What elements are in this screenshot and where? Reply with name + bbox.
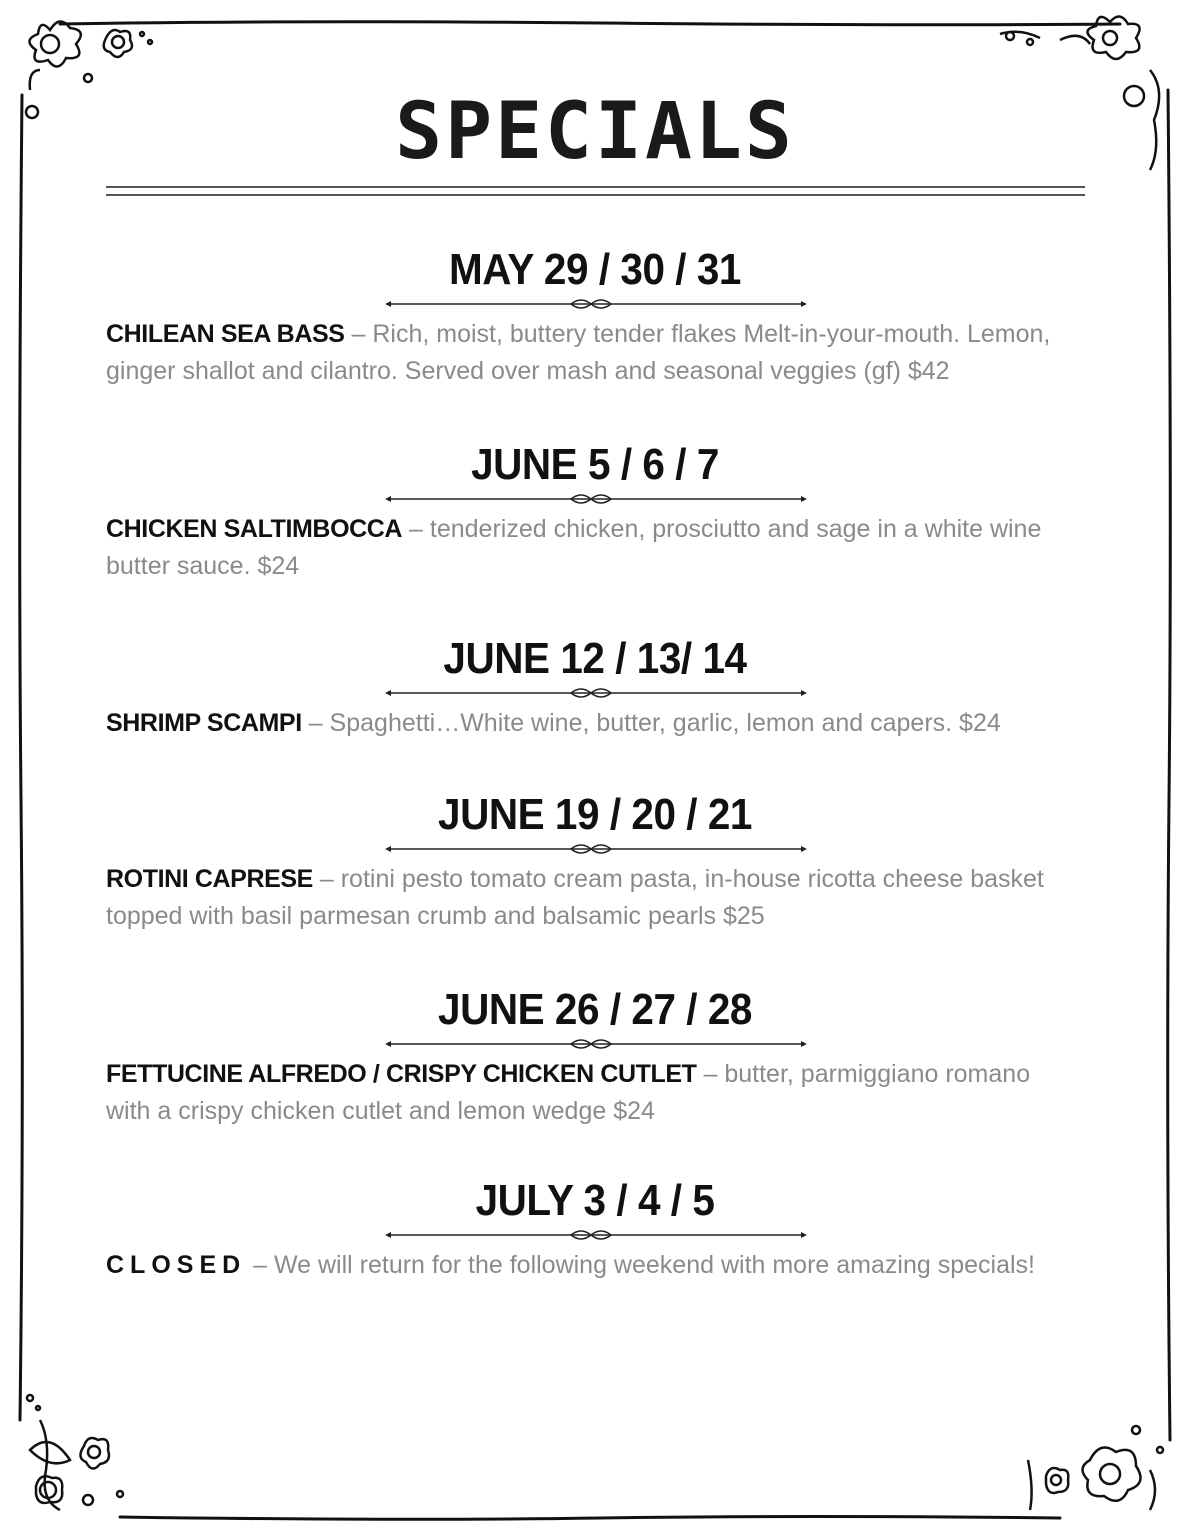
title-rule-top <box>106 186 1085 188</box>
special-dates: JUNE 5 / 6 / 7 <box>471 440 719 489</box>
special-dates: JULY 3 / 4 / 5 <box>475 1176 715 1225</box>
ornament-divider-icon <box>385 1038 807 1050</box>
special-description <box>106 861 1056 935</box>
dish-details: – tenderized chicken, prosciutto and sage in a white wine butter sauce. $24 <box>106 515 1042 580</box>
dish-name: SHRIMP SCAMPI <box>106 709 302 737</box>
dish-name: CLOSED <box>106 1251 247 1279</box>
special-description <box>106 316 1056 390</box>
title-rule-bottom <box>106 194 1085 196</box>
page-title: SPECIALS <box>395 87 795 177</box>
special-dates: JUNE 26 / 27 / 28 <box>438 985 752 1034</box>
special-dates: JUNE 12 / 13/ 14 <box>443 634 747 683</box>
dish-name: CHILEAN SEA BASS <box>106 320 345 348</box>
special-description <box>106 1247 1056 1284</box>
ornament-divider-icon <box>385 298 807 310</box>
dish-name: FETTUCINE ALFREDO / CRISPY CHICKEN CUTLET <box>106 1060 697 1088</box>
dish-details: – Rich, moist, buttery tender flakes Melt-in-your-mouth. Lemon, ginger shallot and cilantro. Served over mash and seasonal veggies (gf) $42 <box>106 320 1051 385</box>
dish-details: – butter, parmiggiano romano with a crispy chicken cutlet and lemon wedge $24 <box>106 1060 1031 1125</box>
special-description <box>106 511 1056 585</box>
special-dates: JUNE 19 / 20 / 21 <box>438 790 752 839</box>
ornament-divider-icon <box>385 1229 807 1241</box>
ornament-divider-icon <box>385 687 807 699</box>
special-dates: MAY 29 / 30 / 31 <box>449 245 741 294</box>
special-description <box>106 705 1056 742</box>
flower-corner-bottom-right-icon <box>1028 1426 1163 1510</box>
dish-name: CHICKEN SALTIMBOCCA <box>106 515 403 543</box>
special-description <box>106 1056 1056 1130</box>
dish-details: – Spaghetti…White wine, butter, garlic, lemon and capers. $24 <box>301 709 1001 737</box>
dish-name: ROTINI CAPRESE <box>106 865 313 893</box>
ornament-divider-icon <box>385 493 807 505</box>
dish-details: – We will return for the following weekend with more amazing specials! <box>246 1251 1035 1279</box>
flower-corner-bottom-left-icon <box>27 1395 123 1510</box>
ornament-divider-icon <box>385 843 807 855</box>
dish-details: – rotini pesto tomato cream pasta, in-house ricotta cheese basket topped with basil parmesan crumb and balsamic pearls $25 <box>106 865 1044 930</box>
